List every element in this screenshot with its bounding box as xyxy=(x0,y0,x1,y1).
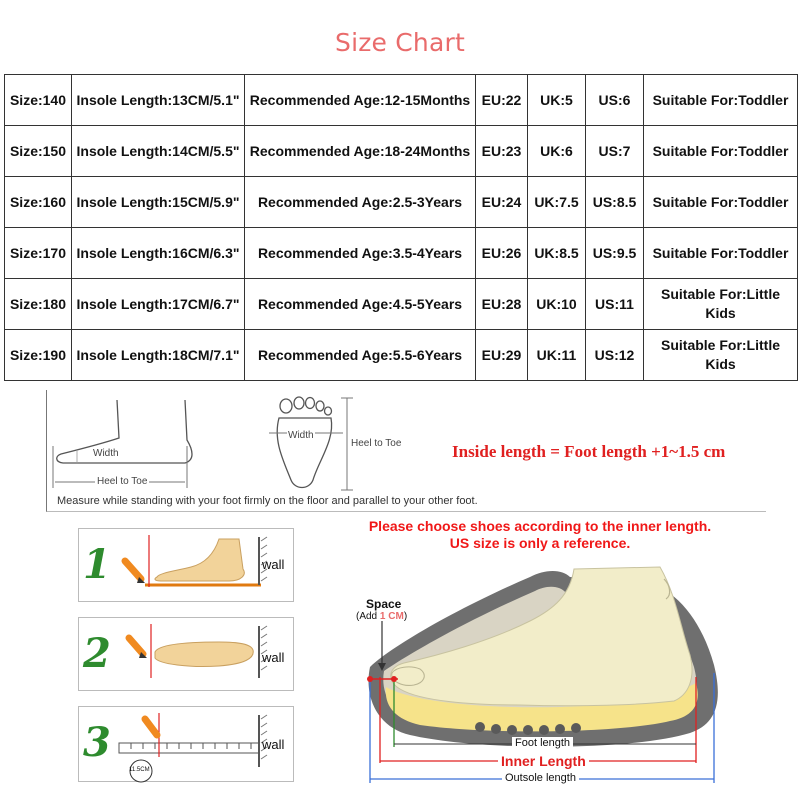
cell-insole: Insole Length:13CM/5.1" xyxy=(72,75,245,126)
add-prefix: (Add xyxy=(356,611,380,622)
size-row xyxy=(5,75,798,126)
step-2-number: 2 xyxy=(83,630,111,677)
top-width-label: Width xyxy=(288,430,314,441)
cell-age: Recommended Age:4.5-5Years xyxy=(245,279,476,330)
cell-uk: UK:10 xyxy=(528,279,586,330)
cell-eu: EU:23 xyxy=(476,126,528,177)
cell-us: US:12 xyxy=(586,330,644,381)
cell-insole: Insole Length:16CM/6.3" xyxy=(72,228,245,279)
page-title: Size Chart xyxy=(335,28,465,57)
cell-eu: EU:28 xyxy=(476,279,528,330)
step-1-wall-label: wall xyxy=(262,557,285,572)
cell-age: Recommended Age:5.5-6Years xyxy=(245,330,476,381)
measure-caption: Measure while standing with your foot firmly on the floor and parallel to your other foot. xyxy=(57,495,478,507)
cell-us: US:7 xyxy=(586,126,644,177)
inside-length-formula: Inside length = Foot length +1~1.5 cm xyxy=(452,442,726,461)
step-1-number: 1 xyxy=(83,541,111,588)
cell-suitable: Suitable For:Toddler xyxy=(644,228,798,279)
cell-insole: Insole Length:15CM/5.9" xyxy=(72,177,245,228)
cell-age: Recommended Age:3.5-4Years xyxy=(245,228,476,279)
size-row xyxy=(5,279,798,330)
cell-uk: UK:7.5 xyxy=(528,177,586,228)
cell-us: US:8.5 xyxy=(586,177,644,228)
cell-uk: UK:8.5 xyxy=(528,228,586,279)
cell-suitable: Suitable For:Little Kids xyxy=(644,330,798,381)
step-1-panel xyxy=(78,528,294,602)
cell-suitable: Suitable For:Little Kids xyxy=(644,279,798,330)
step-2-wall-label: wall xyxy=(262,650,285,665)
foot-length-label: Foot length xyxy=(512,737,573,749)
cell-size: Size:160 xyxy=(5,177,72,228)
cell-size: Size:140 xyxy=(5,75,72,126)
size-row xyxy=(5,126,798,177)
cell-us: US:9.5 xyxy=(586,228,644,279)
add-value: 1 CM xyxy=(379,611,404,622)
cell-age: Recommended Age:2.5-3Years xyxy=(245,177,476,228)
size-row xyxy=(5,177,798,228)
cell-eu: EU:26 xyxy=(476,228,528,279)
top-heel-to-toe-label: Heel to Toe xyxy=(351,438,402,449)
cell-insole: Insole Length:14CM/5.5" xyxy=(72,126,245,177)
cell-insole: Insole Length:18CM/7.1" xyxy=(72,330,245,381)
size-table-body xyxy=(5,75,798,381)
cell-size: Size:150 xyxy=(5,126,72,177)
cell-size: Size:190 xyxy=(5,330,72,381)
inner-length-notice xyxy=(330,518,750,552)
cell-eu: EU:24 xyxy=(476,177,528,228)
step-2-panel xyxy=(78,617,294,691)
step-3-number: 3 xyxy=(83,719,111,766)
cell-eu: EU:29 xyxy=(476,330,528,381)
cell-us: US:11 xyxy=(586,279,644,330)
step-3-wall-label: wall xyxy=(262,737,285,752)
size-table xyxy=(4,74,798,381)
notice-line-1: Please choose shoes according to the inner length. xyxy=(368,518,712,534)
size-row xyxy=(5,330,798,381)
add-suffix: ) xyxy=(403,611,408,622)
step-3-panel xyxy=(78,706,294,782)
cell-suitable: Suitable For:Toddler xyxy=(644,126,798,177)
outsole-length-label: Outsole length xyxy=(502,772,579,784)
cell-size: Size:180 xyxy=(5,279,72,330)
cell-eu: EU:22 xyxy=(476,75,528,126)
cell-insole: Insole Length:17CM/6.7" xyxy=(72,279,245,330)
cell-suitable: Suitable For:Toddler xyxy=(644,177,798,228)
cell-us: US:6 xyxy=(586,75,644,126)
inner-length-label: Inner Length xyxy=(498,753,589,769)
cell-age: Recommended Age:18-24Months xyxy=(245,126,476,177)
space-label: Space xyxy=(366,597,402,611)
cell-size: Size:170 xyxy=(5,228,72,279)
add-space-note xyxy=(356,611,407,622)
step-3-ruler-badge: 11.5CM xyxy=(129,767,150,773)
cell-uk: UK:11 xyxy=(528,330,586,381)
measure-guide xyxy=(46,390,766,512)
notice-line-2: US size is only a reference. xyxy=(449,535,631,551)
side-heel-to-toe-label: Heel to Toe xyxy=(97,476,148,487)
side-width-label: Width xyxy=(93,448,119,459)
cell-age: Recommended Age:12-15Months xyxy=(245,75,476,126)
size-row xyxy=(5,228,798,279)
shoe-length-diagram xyxy=(330,555,800,800)
cell-suitable: Suitable For:Toddler xyxy=(644,75,798,126)
cell-uk: UK:6 xyxy=(528,126,586,177)
cell-uk: UK:5 xyxy=(528,75,586,126)
